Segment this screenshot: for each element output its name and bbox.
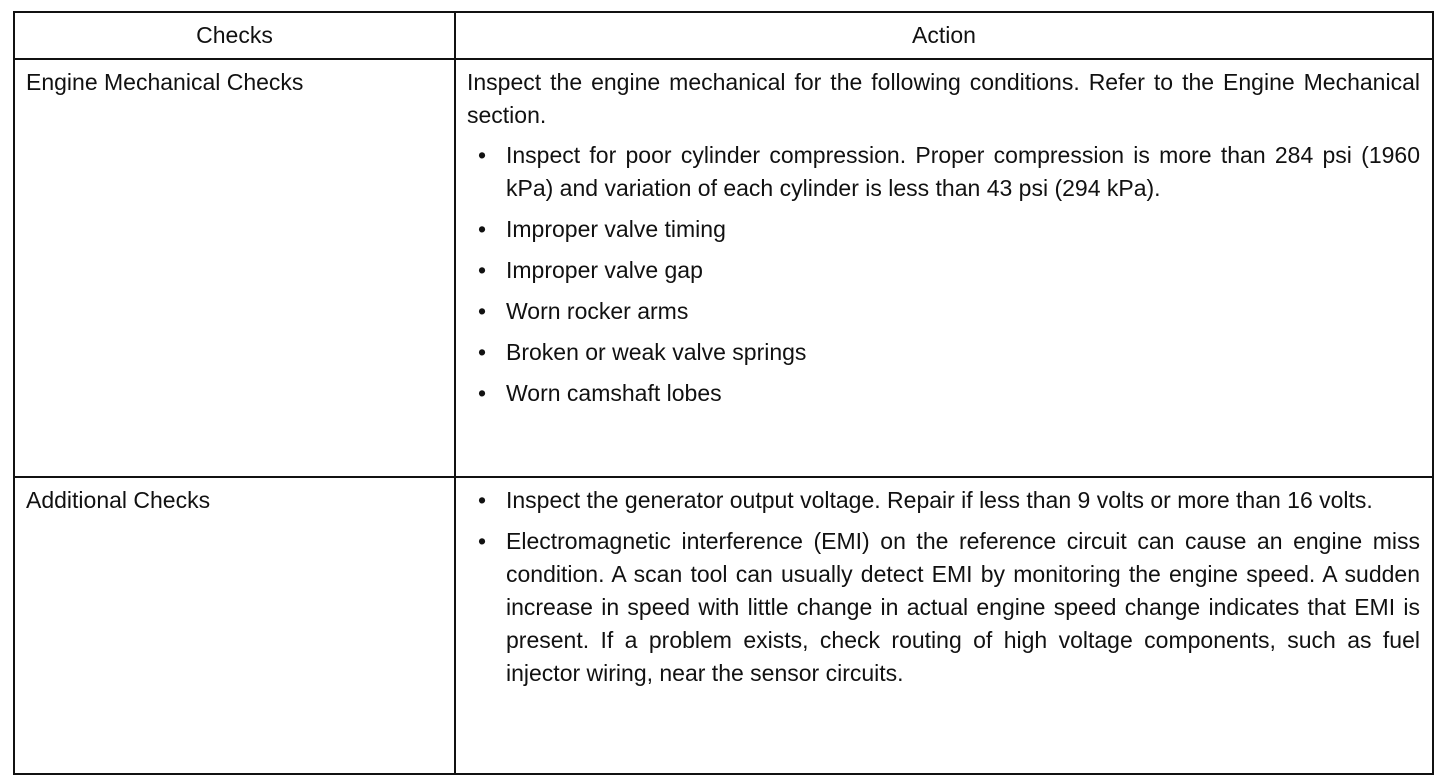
action-cell — [455, 59, 1433, 477]
list-item — [467, 336, 1420, 369]
action-column-header: Action — [455, 12, 1433, 59]
checks-column-header: Checks — [14, 12, 455, 59]
list-item-text: Improper valve gap — [506, 257, 703, 283]
list-item — [467, 525, 1420, 690]
bullet-icon: • — [477, 216, 487, 242]
list-item — [467, 213, 1420, 246]
action-cell — [455, 477, 1433, 774]
list-item — [467, 139, 1420, 205]
list-item-text: Broken or weak valve springs — [506, 339, 807, 365]
list-item-text: Worn camshaft lobes — [506, 380, 722, 406]
list-item — [467, 254, 1420, 287]
table-row — [14, 477, 1433, 774]
list-item-text: Worn rocker arms — [506, 298, 689, 324]
bullet-icon: • — [477, 257, 487, 283]
table-row — [14, 59, 1433, 477]
bullet-icon: • — [477, 298, 487, 324]
action-bullet-list — [467, 139, 1420, 410]
list-item-text: Inspect for poor cylinder compression. Proper compression is more than 284 psi (1960 kPa) and variation of each cylinder is less than 43 psi (294 kPa). — [506, 142, 1420, 201]
check-name-cell: Additional Checks — [14, 477, 455, 774]
table-header-row — [14, 12, 1433, 59]
bullet-icon: • — [477, 339, 487, 365]
list-item-text: Electromagnetic interference (EMI) on the reference circuit can cause an engine miss condition. A scan tool can usually detect EMI by monitoring the engine speed. A sudden increase in speed with little change in actual engine speed change indicates that EMI is present. If a problem exists, check routing of high voltage components, such as fuel injector wiring, near the sensor circuits. — [506, 528, 1420, 686]
bullet-icon: • — [477, 142, 487, 168]
list-item — [467, 484, 1420, 517]
action-bullet-list — [467, 484, 1420, 690]
check-name-cell: Engine Mechanical Checks — [14, 59, 455, 477]
list-item-text: Inspect the generator output voltage. Repair if less than 9 volts or more than 16 volts. — [506, 487, 1373, 513]
checks-action-table — [13, 11, 1434, 775]
list-item — [467, 295, 1420, 328]
action-intro-text: Inspect the engine mechanical for the following conditions. Refer to the Engine Mechanical section. — [467, 69, 1420, 128]
bullet-icon: • — [477, 528, 487, 554]
bullet-icon: • — [477, 487, 487, 513]
bullet-icon: • — [477, 380, 487, 406]
list-item-text: Improper valve timing — [506, 216, 726, 242]
list-item — [467, 377, 1420, 410]
